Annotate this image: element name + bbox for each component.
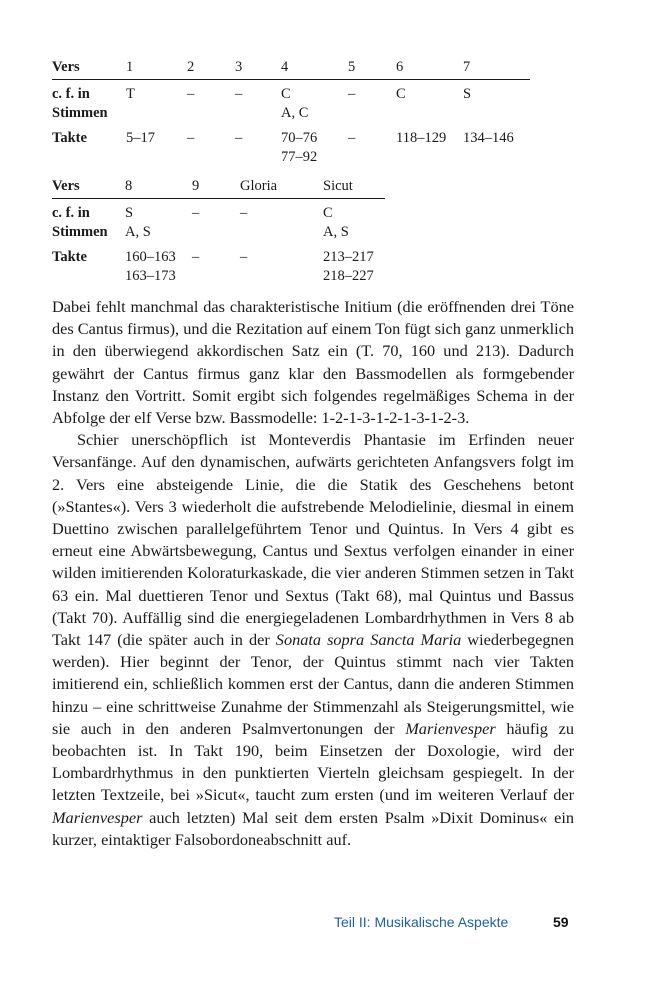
vers-label: Vers bbox=[52, 59, 80, 75]
table-cell: – bbox=[192, 205, 200, 221]
table-cell: S bbox=[125, 205, 134, 221]
running-footer-title: Teil II: Musikalische Aspekte bbox=[334, 914, 509, 930]
col-header: 2 bbox=[187, 59, 195, 75]
col-header: 8 bbox=[125, 178, 133, 194]
col-header: 6 bbox=[396, 59, 404, 75]
table-cell: C bbox=[281, 86, 291, 102]
col-header: 5 bbox=[348, 59, 356, 75]
table-cell: T bbox=[126, 86, 135, 102]
work-title: Marienvesper bbox=[405, 718, 496, 738]
table-cell: 213–217 bbox=[323, 249, 374, 265]
takte-label: Takte bbox=[52, 130, 87, 146]
col-header: 4 bbox=[281, 59, 289, 75]
table-cell: A, C bbox=[281, 105, 309, 121]
col-header: Gloria bbox=[240, 178, 278, 194]
col-header: 1 bbox=[126, 59, 134, 75]
body-text bbox=[52, 296, 574, 851]
table-cell: S bbox=[463, 86, 472, 102]
table-cell: – bbox=[192, 249, 200, 265]
paragraph-2-text: wiederbegegnen werden). Hier beginnt der Tenor, der Quintus stimmt nach vier Takten imitierend ein, schließlich kommen erst der Cantus, dann die anderen Stimmen hinzu – eine schrittweise Zunahme der Stimmenzahl als Steigerungsmittel, wie sie auch in den anderen Psalmvertonungen der bbox=[52, 630, 574, 738]
work-title: Marienvesper bbox=[52, 807, 143, 827]
table-cell: 160–163 bbox=[125, 249, 176, 265]
table-cell: C bbox=[396, 86, 406, 102]
cf-label: c. f. in bbox=[52, 86, 90, 102]
table-cell: – bbox=[235, 130, 243, 146]
takte-label: Takte bbox=[52, 249, 87, 265]
table-cell: A, S bbox=[125, 224, 151, 240]
paragraph-2-text: auch letzten) Mal seit dem ersten Psalm »Dixit Dominus« ein kurzer, eintaktiger Falsobordoneabschnitt auf. bbox=[52, 807, 574, 849]
cf-label: Stimmen bbox=[52, 224, 108, 240]
table-cell: 118–129 bbox=[396, 130, 447, 146]
table-rule bbox=[52, 198, 385, 199]
cf-label: Stimmen bbox=[52, 105, 108, 121]
col-header: 7 bbox=[463, 59, 471, 75]
table-cell: – bbox=[187, 86, 195, 102]
col-header: Sicut bbox=[323, 178, 353, 194]
table-cell: 218–227 bbox=[323, 268, 374, 284]
paragraph-2-text: Schier unerschöpflich ist Monteverdis Phantasie im Erfinden neuer Versanfänge. Auf den dynamischen, aufwärts gerichteten Anfangsvers folgt im 2. Vers eine absteigende Linie, die die Statik des Geschehens betont (»Stantes«). Vers 3 wiederholt die aufstrebende Melodielinie, diesmal in einem Duettino zwischen parallelgeführtem Tenor und Quintus. In Vers 4 gibt es erneut eine Abwärtsbewegung, Cantus und Sextus verfolgen einander in einer wilden imitierenden Koloraturkaskade, die vier anderen Stimmen setzen in Takt 63 ein. Mal duettieren Tenor und Sextus (Takt 68), mal Quintus und Bassus (Takt 70). Auffällig sind die energiegeladenen Lombardrhythmen in Vers 8 ab Takt 147 (die später auch in der bbox=[52, 430, 574, 650]
paragraph-2 bbox=[52, 429, 574, 851]
cf-label: c. f. in bbox=[52, 205, 90, 221]
table-cell: A, S bbox=[323, 224, 349, 240]
work-title: Sonata sopra Sancta Maria bbox=[275, 630, 462, 650]
table-cell: – bbox=[240, 205, 248, 221]
table-rule bbox=[52, 79, 530, 80]
table-cell: – bbox=[348, 86, 356, 102]
vers-label: Vers bbox=[52, 178, 80, 194]
table-cell: – bbox=[235, 86, 243, 102]
paragraph-2-text: häufig zu beobachten ist. In Takt 190, beim Einsetzen der Doxologie, wird der Lombardrhythmus in den punktierten Vierteln gleichsam gespiegelt. In der letzten Textzeile, bei »Sicut«, taucht zum ersten (und im weiteren Verlauf der bbox=[52, 718, 574, 805]
table-cell: 70–76 bbox=[281, 130, 318, 146]
table-cell: – bbox=[187, 130, 195, 146]
table-cell: 77–92 bbox=[281, 149, 318, 165]
table-cell: – bbox=[348, 130, 356, 146]
table-cell: 5–17 bbox=[126, 130, 155, 146]
table-cell: – bbox=[240, 249, 248, 265]
table-cell: C bbox=[323, 205, 333, 221]
page-number: 59 bbox=[553, 914, 569, 930]
col-header: 9 bbox=[192, 178, 200, 194]
col-header: 3 bbox=[235, 59, 243, 75]
table-cell: 163–173 bbox=[125, 268, 176, 284]
table-cell: 134–146 bbox=[463, 130, 514, 146]
paragraph-1: Dabei fehlt manchmal das charakteristische Initium (die eröffnenden drei Töne des Cantus firmus), und die Rezitation auf einem Ton fügt sich ganz unmerklich in den überwiegend akkordischen Satz ein (T. 70, 160 und 213). Dadurch gewährt der Cantus firmus ganz klar den Bassmodellen als formgebender Instanz den Vortritt. Somit ergibt sich folgendes regelmäßiges Schema in der Abfolge der elf Verse bzw. Bassmodelle: 1-2-1-3-1-2-1-3-1-2-3. bbox=[52, 297, 574, 428]
